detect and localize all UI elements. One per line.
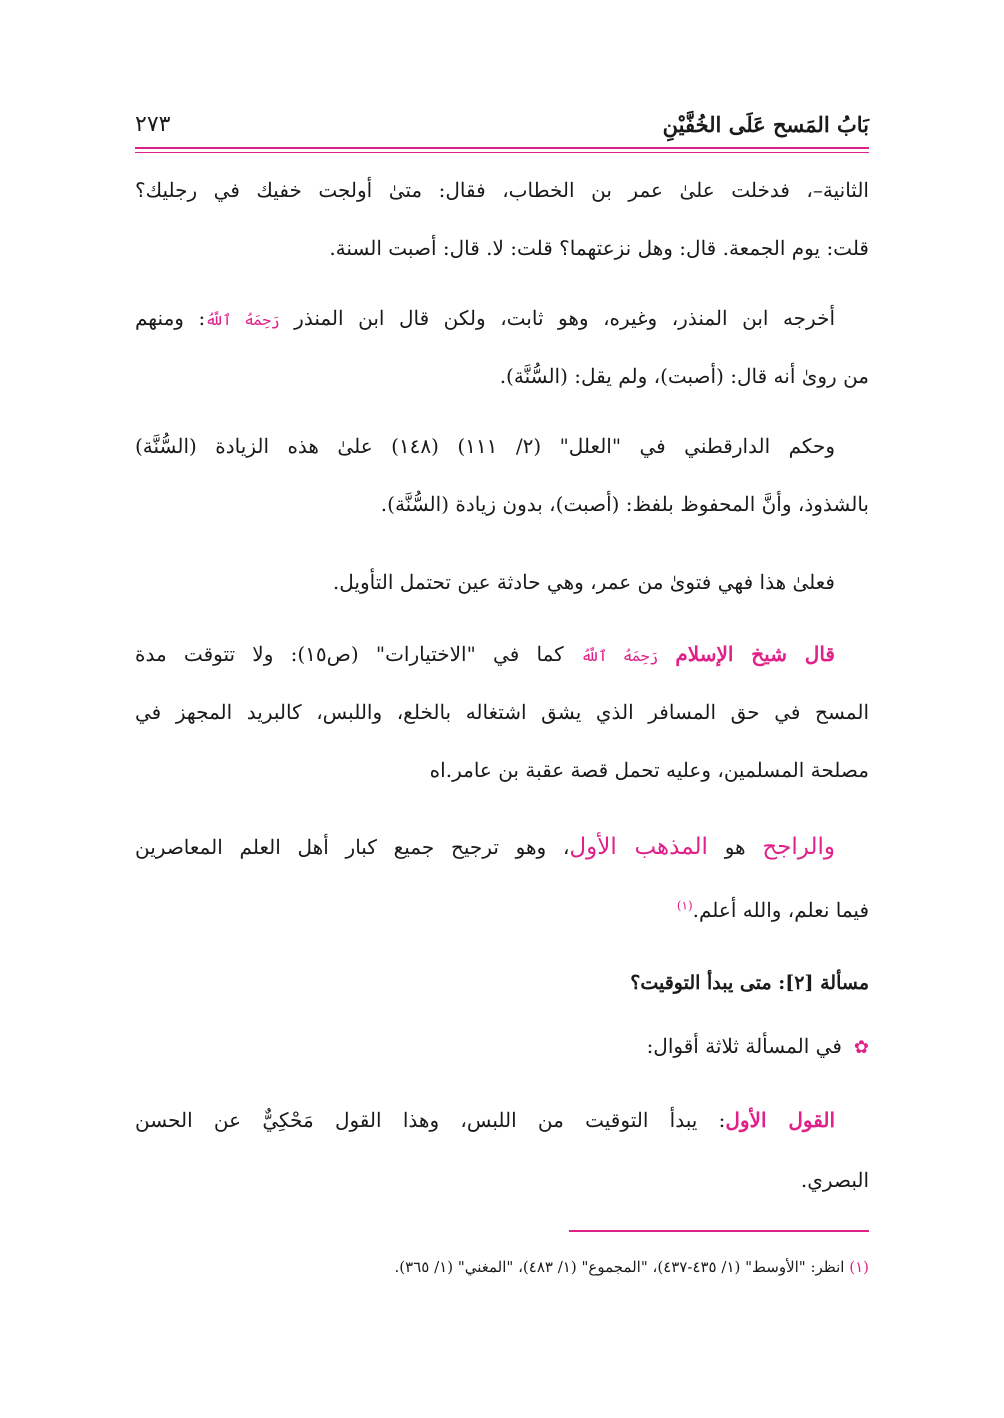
text-span: مصلحة المسلمين، وعليه تحمل قصة عقبة بن عامر.اه	[429, 758, 869, 782]
page-number: ٢٧٣	[135, 112, 171, 137]
text-span: ، وهو ترجيح جميع كبار أهل العلم المعاصرين	[135, 835, 570, 859]
text-line	[135, 364, 869, 388]
chapter-title: بَابُ المَسح عَلَى الخُفَّيْنِ	[662, 112, 869, 137]
text-line	[135, 642, 869, 666]
running-header	[135, 112, 869, 152]
text-span: وحكم الدارقطني في "العلل" (٢/ ١١١) (١٤٨) علىٰ هذه الزيادة (السُّنَّة)	[135, 434, 835, 458]
text-line	[135, 492, 869, 516]
text-span: من رویٰ أنه قال: (أصبت)، ولم يقل: (السُّنَّة).	[499, 364, 869, 388]
text-span: بالشذوذ، وأنَّ المحفوظ بلفظ: (أصبت)، بدون زيادة (السُّنَّة).	[380, 492, 869, 516]
text-line	[135, 1168, 869, 1192]
header-rule-thick	[135, 147, 869, 149]
text-line	[135, 700, 869, 724]
footnote-ref: (١)	[676, 898, 693, 913]
text-line	[135, 1108, 869, 1132]
footnote-rule	[569, 1230, 869, 1232]
text-span: هو	[707, 835, 763, 859]
text-line	[135, 570, 869, 594]
text-span: فيما نعلم، والله أعلم.	[692, 898, 869, 922]
honorific: رَحِمَهُ ٱللَّهُ	[205, 311, 280, 329]
text-line	[135, 758, 869, 782]
highlight-phrase: المذهب الأول	[569, 834, 708, 860]
text-span: فعلىٰ هذا فهي فتوىٰ من عمر، وهي حادثة عين تحتمل التأويل.	[332, 570, 835, 594]
honorific: رَحِمَهُ ٱللَّهُ	[580, 647, 659, 665]
text-span: : يبدأ التوقيت من اللبس، وهذا القول مَحْكِيٌّ عن الحسن	[135, 1108, 726, 1132]
footnote-marker: (١)	[849, 1258, 869, 1276]
text-line	[135, 898, 869, 922]
text-span: أخرجه ابن المنذر، وغيره، وهو ثابت، ولكن قال ابن المنذر	[279, 306, 836, 330]
text-line	[135, 1034, 869, 1058]
text-line	[135, 306, 869, 330]
text-line	[135, 236, 869, 260]
text-span: في المسألة ثلاثة أقوال:	[646, 1034, 842, 1058]
section-heading: مسألة [٢]: متى يبدأ التوقيت؟	[630, 972, 869, 994]
text-line	[135, 834, 869, 860]
text-line	[135, 434, 869, 458]
speaker-label: قال شيخ الإسلام	[675, 642, 835, 666]
flower-icon: ✿	[853, 1037, 869, 1058]
highlight-word: والراجح	[762, 834, 835, 860]
text-line	[135, 178, 869, 202]
text-span: قلت: يوم الجمعة. قال: وهل نزعتهما؟ قلت: لا. قال: أصبت السنة.	[329, 236, 869, 260]
speaker-label: القول الأول	[725, 1108, 836, 1132]
text-span: البصري.	[800, 1168, 869, 1192]
text-span: : ومنهم	[135, 306, 206, 330]
header-rule-thin	[135, 152, 869, 153]
text-span: المسح في حق المسافر الذي يشق اشتغاله بالخلع، واللبس، كالبريد المجهز في	[135, 700, 869, 724]
text-span: الثانية–، فدخلت علىٰ عمر بن الخطاب، فقال: متىٰ أولجت خفيك في رجليك؟	[135, 178, 869, 202]
text-span: كما في "الاختيارات" (ص١٥): ولا تتوقت مدة	[135, 642, 581, 666]
footnote	[135, 1258, 869, 1276]
footnote-text: انظر: "الأوسط" (١/ ٤٣٥-٤٣٧)، "المجموع" (١/ ٤٨٣)، "المغني" (١/ ٣٦٥).	[394, 1258, 850, 1276]
